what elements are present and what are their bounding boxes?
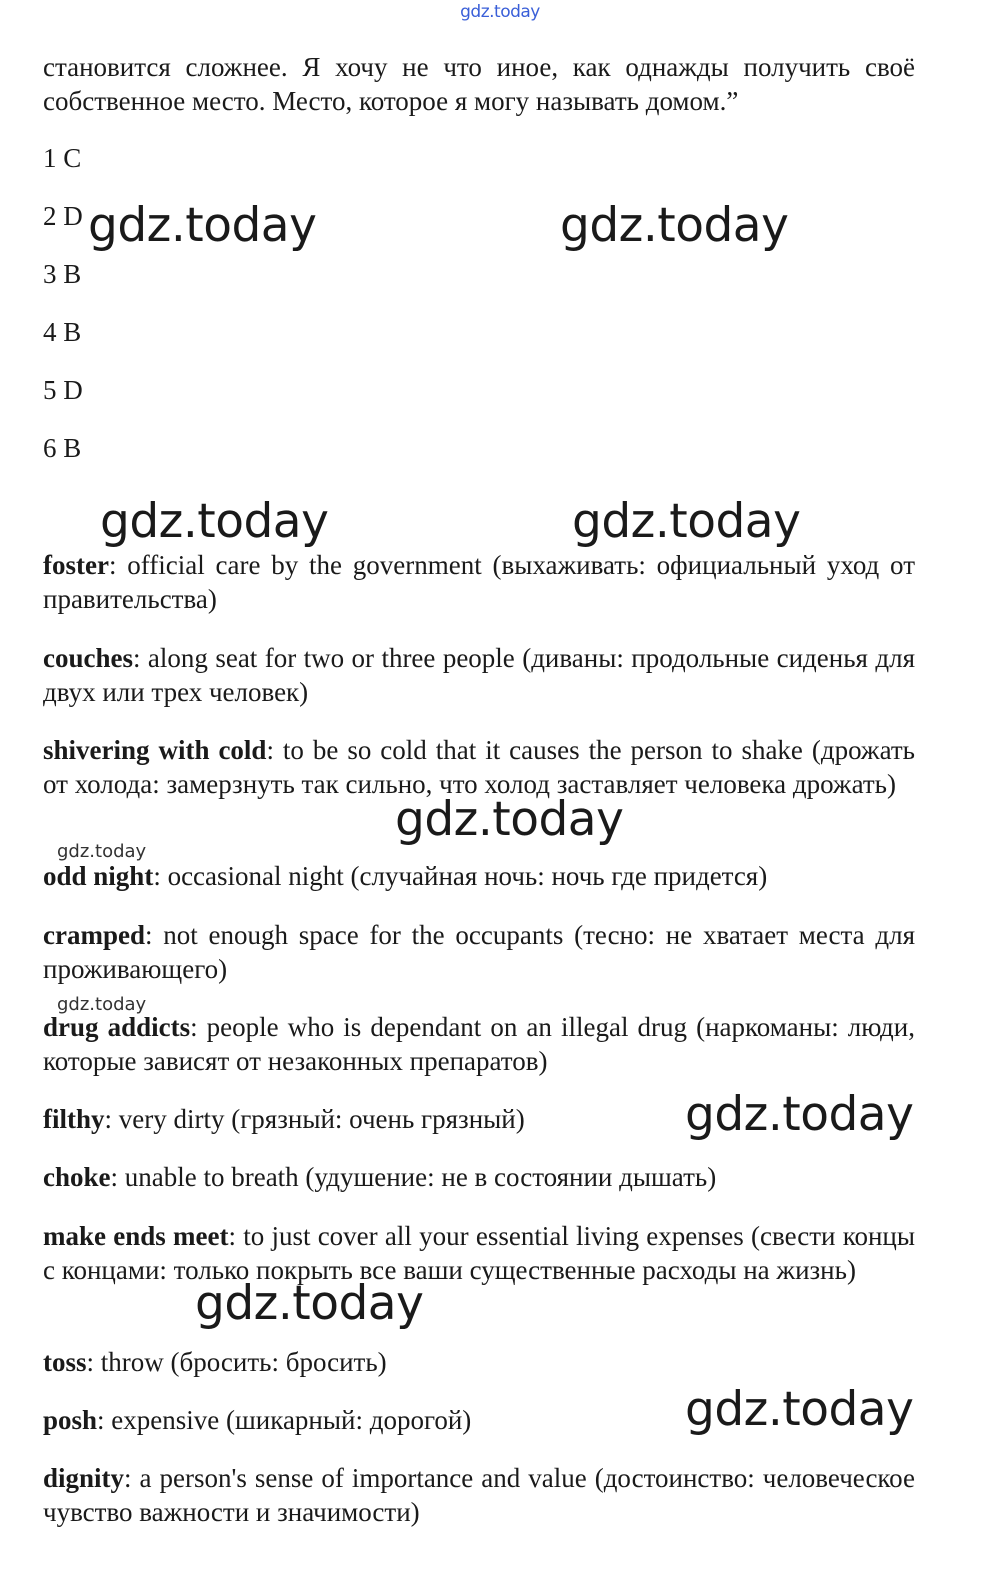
- glossary-entry-couches: [43, 641, 915, 709]
- glossary-term: drug addicts: [43, 1012, 191, 1042]
- watermark: gdz.today: [395, 792, 624, 847]
- glossary-term: odd night: [43, 861, 154, 891]
- glossary-entry-shivering: [43, 733, 915, 801]
- glossary-definition: : to be so cold that it causes the person to shake (дрожать от холода: замерзнуть так сильно, что холод заставляет человека дрожать): [43, 735, 915, 799]
- glossary-definition: : not enough space for the occupants (тесно: не хватает места для проживающего): [43, 920, 915, 984]
- glossary-term: shivering with cold: [43, 735, 267, 765]
- glossary-term: toss: [43, 1347, 87, 1377]
- glossary-definition: : unable to breath (удушение: не в состоянии дышать): [110, 1162, 717, 1192]
- glossary-term: foster: [43, 550, 109, 580]
- watermark: gdz.today: [88, 198, 317, 253]
- glossary-definition: : official care by the government (выхаживать: официальный уход от правительства): [43, 550, 915, 614]
- answer-item: 1 C: [43, 143, 82, 173]
- glossary-entry-drug-addicts: [43, 1010, 915, 1078]
- glossary-term: cramped: [43, 920, 145, 950]
- glossary-definition: : a person's sense of importance and value (достоинство: человеческое чувство важности и значимости): [43, 1463, 915, 1527]
- glossary-entry-make-ends-meet: [43, 1219, 915, 1287]
- answer-item: 5 D: [43, 375, 83, 405]
- watermark-small: gdz.today: [57, 841, 147, 862]
- glossary-entry-toss: [43, 1345, 915, 1379]
- glossary-definition: : to just cover all your essential living expenses (свести концы с концами: только покрыть все ваши существенные расходы на жизнь): [43, 1221, 915, 1285]
- answer-item: 2 D: [43, 201, 83, 231]
- glossary-term: posh: [43, 1405, 98, 1435]
- glossary-term: dignity: [43, 1463, 125, 1493]
- glossary-definition: : along seat for two or three people (диваны: продольные сиденья для двух или трех человек): [43, 643, 915, 707]
- glossary-term: choke: [43, 1162, 111, 1192]
- glossary-term: make ends meet: [43, 1221, 229, 1251]
- watermark: gdz.today: [685, 1087, 914, 1142]
- glossary-definition: : occasional night (случайная ночь: ночь где придется): [153, 861, 768, 891]
- top-watermark: gdz.today: [460, 2, 540, 22]
- glossary-entry-odd-night: [43, 859, 915, 893]
- glossary-definition: : expensive (шикарный: дорогой): [97, 1405, 472, 1435]
- watermark: gdz.today: [685, 1382, 914, 1437]
- glossary-entry-cramped: [43, 918, 915, 986]
- glossary-entry-choke: [43, 1160, 915, 1194]
- glossary-entry-dignity: [43, 1461, 915, 1529]
- glossary-entry-foster: [43, 548, 915, 616]
- glossary-definition: : throw (бросить: бросить): [86, 1347, 387, 1377]
- glossary-term: couches: [43, 643, 133, 673]
- glossary-term: filthy: [43, 1104, 105, 1134]
- watermark: gdz.today: [195, 1276, 424, 1331]
- answer-item: 4 B: [43, 317, 82, 347]
- answer-item: 6 B: [43, 433, 82, 463]
- watermark: gdz.today: [560, 198, 789, 253]
- watermark: gdz.today: [572, 494, 801, 549]
- answer-item: 3 B: [43, 259, 82, 289]
- glossary-definition: : people who is dependant on an illegal drug (наркоманы: люди, которые зависят от незаконных препаратов): [43, 1012, 915, 1076]
- intro-paragraph: становится сложнее. Я хочу не что иное, как однажды получить своё собственное место. Место, которое я могу называть домом.”: [43, 52, 915, 116]
- watermark: gdz.today: [100, 494, 329, 549]
- glossary-definition: : very dirty (грязный: очень грязный): [104, 1104, 525, 1134]
- watermark-small: gdz.today: [57, 994, 147, 1015]
